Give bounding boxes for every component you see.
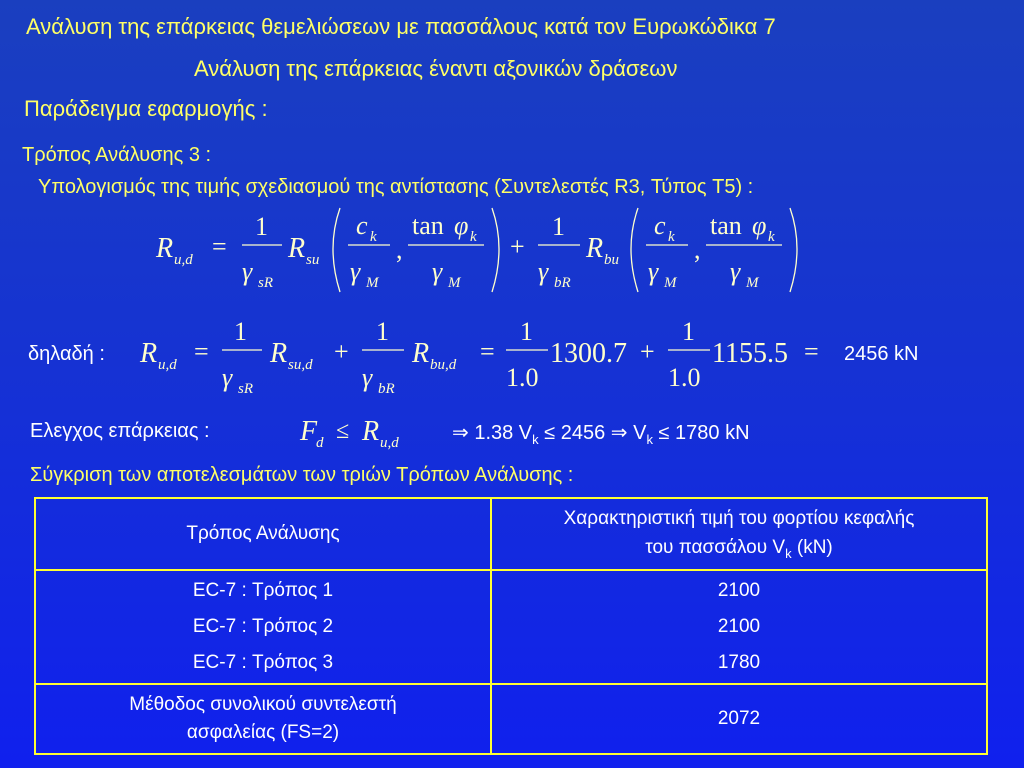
col-header-value: Χαρακτηριστική τιμή του φορτίου κεφαλής του πασσάλου $V_k$ (kN) [491, 498, 987, 570]
svg-text:1.0: 1.0 [506, 363, 539, 392]
method-label: Τρόπος Ανάλυσης 3 : [22, 144, 212, 166]
svg-text:M: M [664, 275, 677, 291]
calc-description: Υπολογισμός της τιμής σχεδιασμού της αντίστασης (Συντελεστές R3, Τύπος T5) : [38, 176, 754, 198]
svg-text:γ: γ [538, 257, 549, 286]
svg-text:k: k [668, 229, 675, 245]
svg-text:tan: tan [710, 211, 742, 240]
list-item: 1780 [717, 652, 761, 674]
values-cell [491, 570, 987, 684]
svg-text:u,d: u,d [158, 357, 177, 373]
svg-text:R: R [140, 338, 158, 369]
svg-text:bR: bR [378, 381, 395, 397]
list-item: EC-7 : Τρόπος 2 [192, 615, 334, 637]
svg-text:γ: γ [350, 257, 361, 286]
svg-text:sR: sR [238, 381, 253, 397]
svg-text:u,d: u,d [380, 435, 399, 451]
list-item: EC-7 : Τρόπος 3 [192, 652, 334, 674]
svg-text:M: M [746, 275, 759, 291]
svg-text:1: 1 [234, 317, 247, 346]
comparison-table [34, 497, 988, 755]
svg-text:R: R [270, 338, 288, 369]
svg-text:R: R [586, 233, 604, 264]
list-item: 2100 [717, 615, 761, 637]
svg-text:+: + [334, 337, 349, 366]
svg-text:R: R [362, 416, 380, 447]
svg-text:M: M [448, 275, 461, 291]
resistance-formula [150, 200, 820, 300]
last-value-cell: 2072 [491, 684, 987, 754]
svg-text:1: 1 [376, 317, 389, 346]
svg-text:su,d: su,d [288, 357, 313, 373]
svg-text:F: F [300, 416, 318, 447]
svg-text:1: 1 [682, 317, 695, 346]
svg-text:d: d [316, 435, 324, 451]
table-header-row [35, 498, 987, 570]
list-item: EC-7 : Τρόπος 1 [192, 579, 334, 601]
svg-text:=: = [194, 337, 209, 366]
check-result: ⇒ 1.38 $V_k \le 2456$ ⇒ $V_k \le 1780$ kN [452, 422, 750, 447]
svg-text:γ: γ [242, 257, 253, 286]
svg-text:γ: γ [648, 257, 659, 286]
svg-text:R: R [156, 233, 174, 264]
svg-text:γ: γ [222, 363, 233, 392]
svg-text:k: k [470, 229, 477, 245]
svg-text:≤: ≤ [336, 418, 350, 444]
list-item: 2100 [717, 579, 761, 601]
subtitle: Παράδειγμα εφαρμογής : [24, 96, 268, 121]
svg-text:=: = [480, 337, 495, 366]
svg-text:1: 1 [255, 212, 268, 241]
svg-text:bu,d: bu,d [430, 357, 457, 373]
svg-text:sR: sR [258, 275, 273, 291]
svg-text:1: 1 [520, 317, 533, 346]
svg-text:1155.5: 1155.5 [712, 338, 788, 369]
title-line-2: Ανάλυση της επάρκειας έναντι αξονικών δράσεων [194, 56, 678, 81]
table-row [35, 570, 987, 684]
svg-text:bu: bu [604, 252, 619, 268]
svg-text:φ: φ [752, 211, 767, 240]
svg-text:+: + [510, 232, 525, 261]
svg-text:,: , [694, 235, 701, 264]
svg-text:bR: bR [554, 275, 571, 291]
svg-text:su: su [306, 252, 320, 268]
formula2-result: 2456 kN [844, 343, 919, 365]
svg-text:1300.7: 1300.7 [550, 338, 627, 369]
svg-text:M: M [366, 275, 379, 291]
svg-text:R: R [288, 233, 306, 264]
svg-text:k: k [370, 229, 377, 245]
svg-text:1.0: 1.0 [668, 363, 701, 392]
svg-text:k: k [768, 229, 775, 245]
last-method-cell: Μέθοδος συνολικού συντελεστή ασφαλείας (FS=2) [35, 684, 491, 754]
methods-cell [35, 570, 491, 684]
title-line-1: Ανάλυση της επάρκειας θεμελιώσεων με πασσάλους κατά τον Ευρωκώδικα 7 [26, 14, 776, 39]
svg-text:γ: γ [362, 363, 373, 392]
formula2-prefix: δηλαδή : [28, 343, 105, 365]
svg-text:=: = [212, 232, 227, 261]
col-header-method: Τρόπος Ανάλυσης [35, 498, 491, 570]
table-row [35, 684, 987, 754]
svg-text:c: c [356, 211, 368, 240]
svg-text:φ: φ [454, 211, 469, 240]
check-label: Ελεγχος επάρκειας : [30, 420, 210, 442]
check-formula [296, 408, 426, 454]
resistance-calculation [136, 312, 836, 402]
svg-text:+: + [640, 337, 655, 366]
svg-text:=: = [804, 337, 819, 366]
svg-text:1: 1 [552, 212, 565, 241]
svg-text:u,d: u,d [174, 252, 193, 268]
svg-text:tan: tan [412, 211, 444, 240]
svg-text:R: R [412, 338, 430, 369]
svg-text:γ: γ [432, 257, 443, 286]
svg-text:,: , [396, 235, 403, 264]
svg-text:γ: γ [730, 257, 741, 286]
compare-heading: Σύγκριση των αποτελεσμάτων των τριών Τρόπων Ανάλυσης : [30, 464, 574, 486]
svg-text:c: c [654, 211, 666, 240]
